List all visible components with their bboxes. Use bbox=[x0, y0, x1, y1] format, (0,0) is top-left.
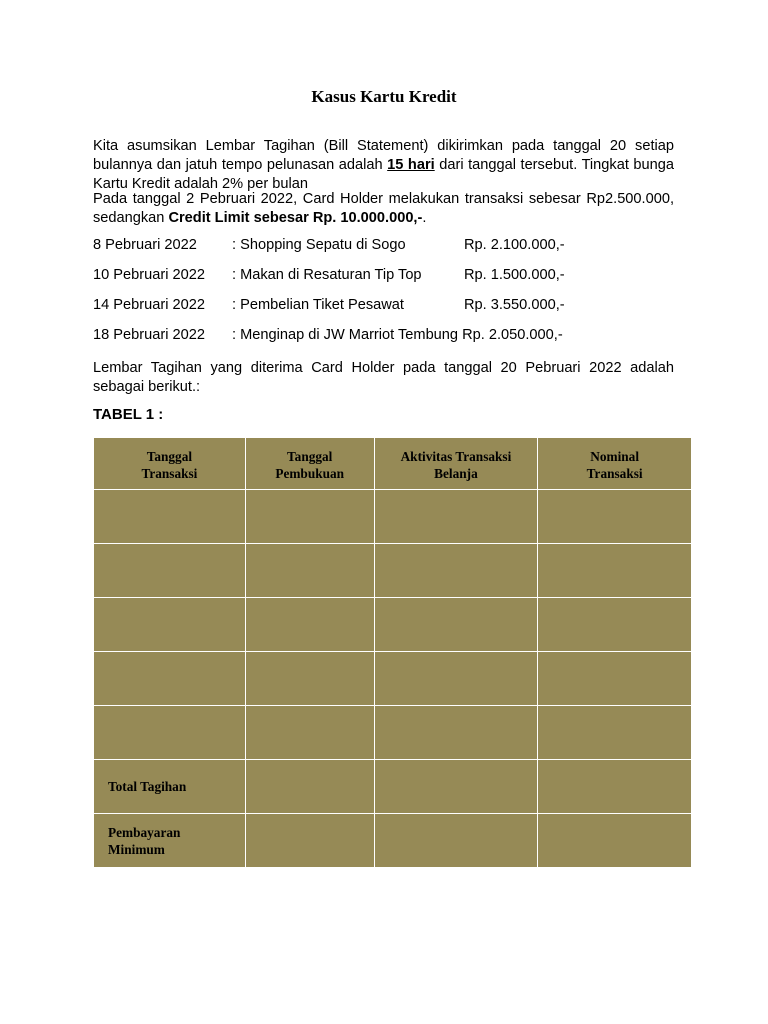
table-cell[interactable] bbox=[245, 544, 374, 598]
intro-paragraph bbox=[93, 137, 674, 194]
transaction-date: 14 Pebruari 2022 bbox=[93, 297, 205, 313]
transaction-amount: Rp. 1.500.000,- bbox=[464, 267, 565, 283]
transaction-text-1: Pada tanggal 2 Pebruari 2022, Card Holder melakukan transaksi sebesar Rp2.500.000, sedangkan bbox=[93, 191, 674, 226]
total-tagihan-label: Total Tagihan bbox=[94, 760, 246, 814]
billing-table bbox=[93, 437, 692, 868]
table-row bbox=[94, 652, 692, 706]
table-cell[interactable] bbox=[538, 652, 692, 706]
header-tanggal-transaksi: Tanggal Transaksi bbox=[94, 438, 246, 490]
table-cell[interactable] bbox=[374, 544, 538, 598]
table-row bbox=[94, 598, 692, 652]
statement-paragraph: Lembar Tagihan yang diterima Card Holder pada tanggal 20 Pebruari 2022 adalah sebagai berikut.: bbox=[93, 360, 674, 395]
table-cell[interactable] bbox=[538, 490, 692, 544]
table-row bbox=[94, 706, 692, 760]
table-row bbox=[94, 544, 692, 598]
due-days-highlight: 15 hari bbox=[387, 157, 435, 173]
document-title: Kasus Kartu Kredit bbox=[311, 87, 457, 106]
table-cell[interactable] bbox=[374, 760, 538, 814]
transaction-date: 18 Pebruari 2022 bbox=[93, 327, 205, 343]
header-nominal-transaksi: Nominal Transaksi bbox=[538, 438, 692, 490]
transaction-date: 8 Pebruari 2022 bbox=[93, 237, 197, 253]
table-cell[interactable] bbox=[94, 490, 246, 544]
table-cell[interactable] bbox=[374, 598, 538, 652]
transaction-text-2: . bbox=[422, 210, 427, 226]
pembayaran-minimum-label: Pembayaran Minimum bbox=[94, 814, 246, 868]
table-cell[interactable] bbox=[94, 598, 246, 652]
header-aktivitas-transaksi: Aktivitas Transaksi Belanja bbox=[374, 438, 538, 490]
minimum-payment-row bbox=[94, 814, 692, 868]
table-cell[interactable] bbox=[538, 706, 692, 760]
transaction-description: : Makan di Resaturan Tip Top bbox=[232, 267, 422, 283]
table-cell[interactable] bbox=[374, 814, 538, 868]
transaction-amount: Rp. 3.550.000,- bbox=[464, 297, 565, 313]
header-tanggal-pembukuan: Tanggal Pembukuan bbox=[245, 438, 374, 490]
total-row bbox=[94, 760, 692, 814]
transaction-amount: Rp. 2.100.000,- bbox=[464, 237, 565, 253]
transaction-paragraph bbox=[93, 190, 674, 228]
table-cell[interactable] bbox=[245, 652, 374, 706]
table-cell[interactable] bbox=[538, 760, 692, 814]
transaction-description: : Shopping Sepatu di Sogo bbox=[232, 237, 406, 253]
transaction-date: 10 Pebruari 2022 bbox=[93, 267, 205, 283]
intro-text-2: dari tanggal tersebut. Tingkat bunga Kartu Kredit adalah 2% per bulan bbox=[93, 157, 674, 192]
table-cell[interactable] bbox=[245, 814, 374, 868]
table-cell[interactable] bbox=[374, 652, 538, 706]
table-header-row bbox=[94, 438, 692, 490]
table-cell[interactable] bbox=[374, 706, 538, 760]
table-cell[interactable] bbox=[245, 490, 374, 544]
table-cell[interactable] bbox=[245, 760, 374, 814]
table-cell[interactable] bbox=[538, 814, 692, 868]
table-cell[interactable] bbox=[94, 544, 246, 598]
credit-limit-highlight: Credit Limit sebesar Rp. 10.000.000,- bbox=[168, 210, 423, 226]
transaction-description: : Pembelian Tiket Pesawat bbox=[232, 297, 404, 313]
transaction-description: : Menginap di JW Marriot Tembung Rp. 2.050.000,- bbox=[232, 327, 563, 343]
table-cell[interactable] bbox=[538, 544, 692, 598]
intro-text-1: Kita asumsikan Lembar Tagihan (Bill Statement) dikirimkan pada tanggal 20 setiap bulannya dan jatuh tempo pelunasan adalah bbox=[93, 138, 674, 173]
table-label: TABEL 1 : bbox=[93, 406, 164, 423]
table-cell[interactable] bbox=[94, 706, 246, 760]
table-cell[interactable] bbox=[245, 706, 374, 760]
table-cell[interactable] bbox=[94, 652, 246, 706]
table-cell[interactable] bbox=[245, 598, 374, 652]
table-cell[interactable] bbox=[538, 598, 692, 652]
table-row bbox=[94, 490, 692, 544]
table-cell[interactable] bbox=[374, 490, 538, 544]
